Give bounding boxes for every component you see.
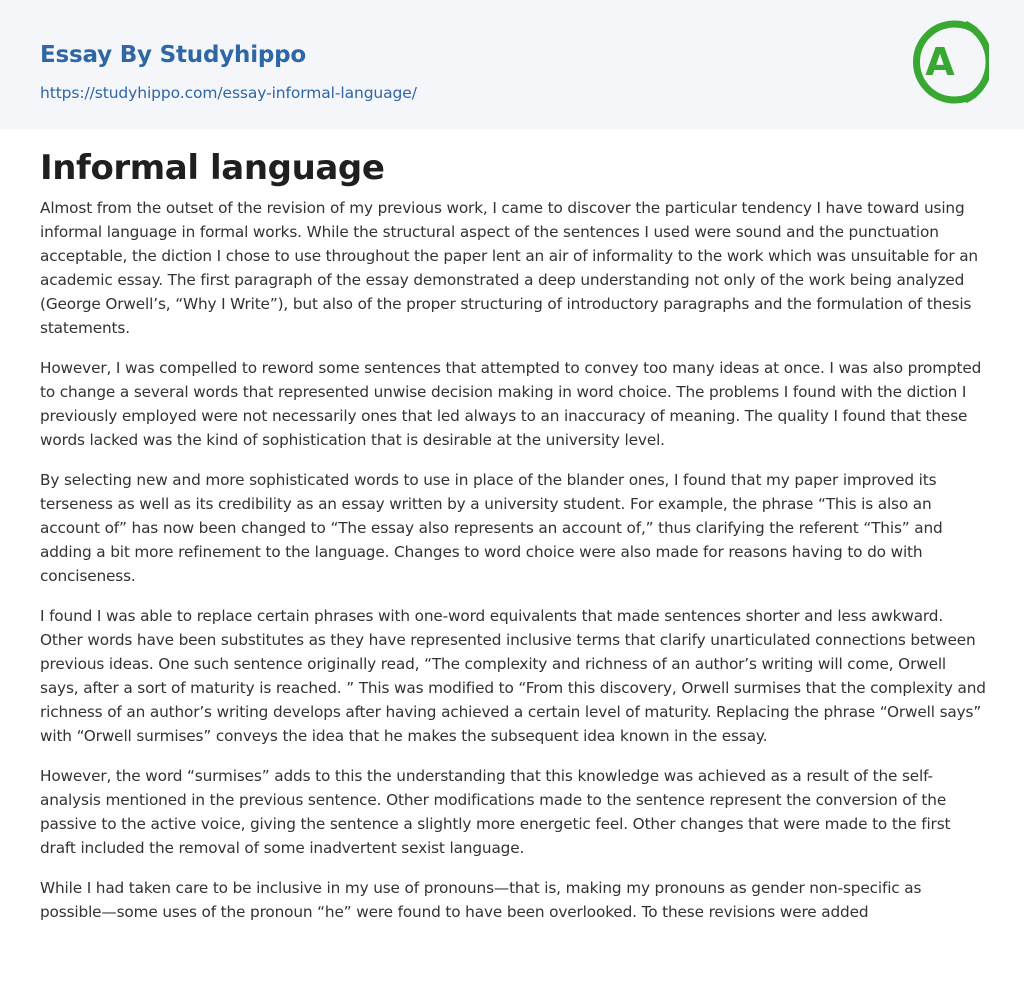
logo-letter: A xyxy=(925,40,955,84)
paragraph: I found I was able to replace certain phrases with one-word equivalents that made sentences shorter and less awkward. Other words have been substitutes as they have represented inclusive terms that clarify unarticulated connections between previous ideas. One such sentence originally read, “The complexity and richness of an author’s writing will come, Orwell says, after a sort of maturity is reached. ” This was modified to “From this discovery, Orwell surmises that the complexity and richness of an author’s writing develops after having achieved a certain level of maturity. Replacing the phrase “Orwell says” with “Orwell surmises” conveys the idea that he makes the subsequent idea known in the essay. xyxy=(40,607,986,745)
paragraph: By selecting new and more sophisticated words to use in place of the blander ones, I found that my paper improved its terseness as well as its credibility as an essay written by a university student. For example, the phrase “This is also an account of” has now been changed to “The essay also represents an account of,” thus clarifying the referent “This” and adding a bit more refinement to the language. Changes to word choice were also made for reasons having to do with conciseness. xyxy=(40,471,943,585)
page-title: Informal language xyxy=(40,148,385,188)
paragraph: However, the word “surmises” adds to this the understanding that this knowledge was achieved as a result of the self-analysis mentioned in the previous sentence. Other modifications made to the sentence represent the conversion of the passive to the active voice, giving the sentence a slightly more energetic feel. Other changes that were made to the first draft included the removal of some inadvertent sexist language. xyxy=(40,767,951,857)
essay-url-link[interactable]: https://studyhippo.com/essay-informal-language/ xyxy=(40,84,417,102)
studyhippo-logo-icon[interactable] xyxy=(909,18,989,106)
paragraph: However, I was compelled to reword some sentences that attempted to convey too many ideas at once. I was also prompted to change a several words that represented unwise decision making in word choice. The problems I found with the diction I previously employed were not necessarily ones that led always to an inaccuracy of meaning. The quality I found that these words lacked was the kind of sophistication that is desirable at the university level. xyxy=(40,359,982,449)
site-brand[interactable]: Essay By Studyhippo xyxy=(40,42,307,68)
paragraph: While I had taken care to be inclusive in my use of pronouns—that is, making my pronouns as gender non-specific as possible—some uses of the pronoun “he” were found to have been overlooked. To these revisions were added xyxy=(40,879,922,921)
paragraph: Almost from the outset of the revision of my previous work, I came to discover the particular tendency I have toward using informal language in formal works. While the structural aspect of the sentences I used were sound and the punctuation acceptable, the diction I chose to use throughout the paper lent an air of informality to the work which was unsuitable for an academic essay. The first paragraph of the essay demonstrated a deep understanding not only of the work being analyzed (George Orwell’s, “Why I Write”), but also of the proper structuring of introductory paragraphs and the formulation of thesis statements. xyxy=(40,199,978,337)
site-header xyxy=(0,0,1024,129)
article xyxy=(0,148,1024,924)
